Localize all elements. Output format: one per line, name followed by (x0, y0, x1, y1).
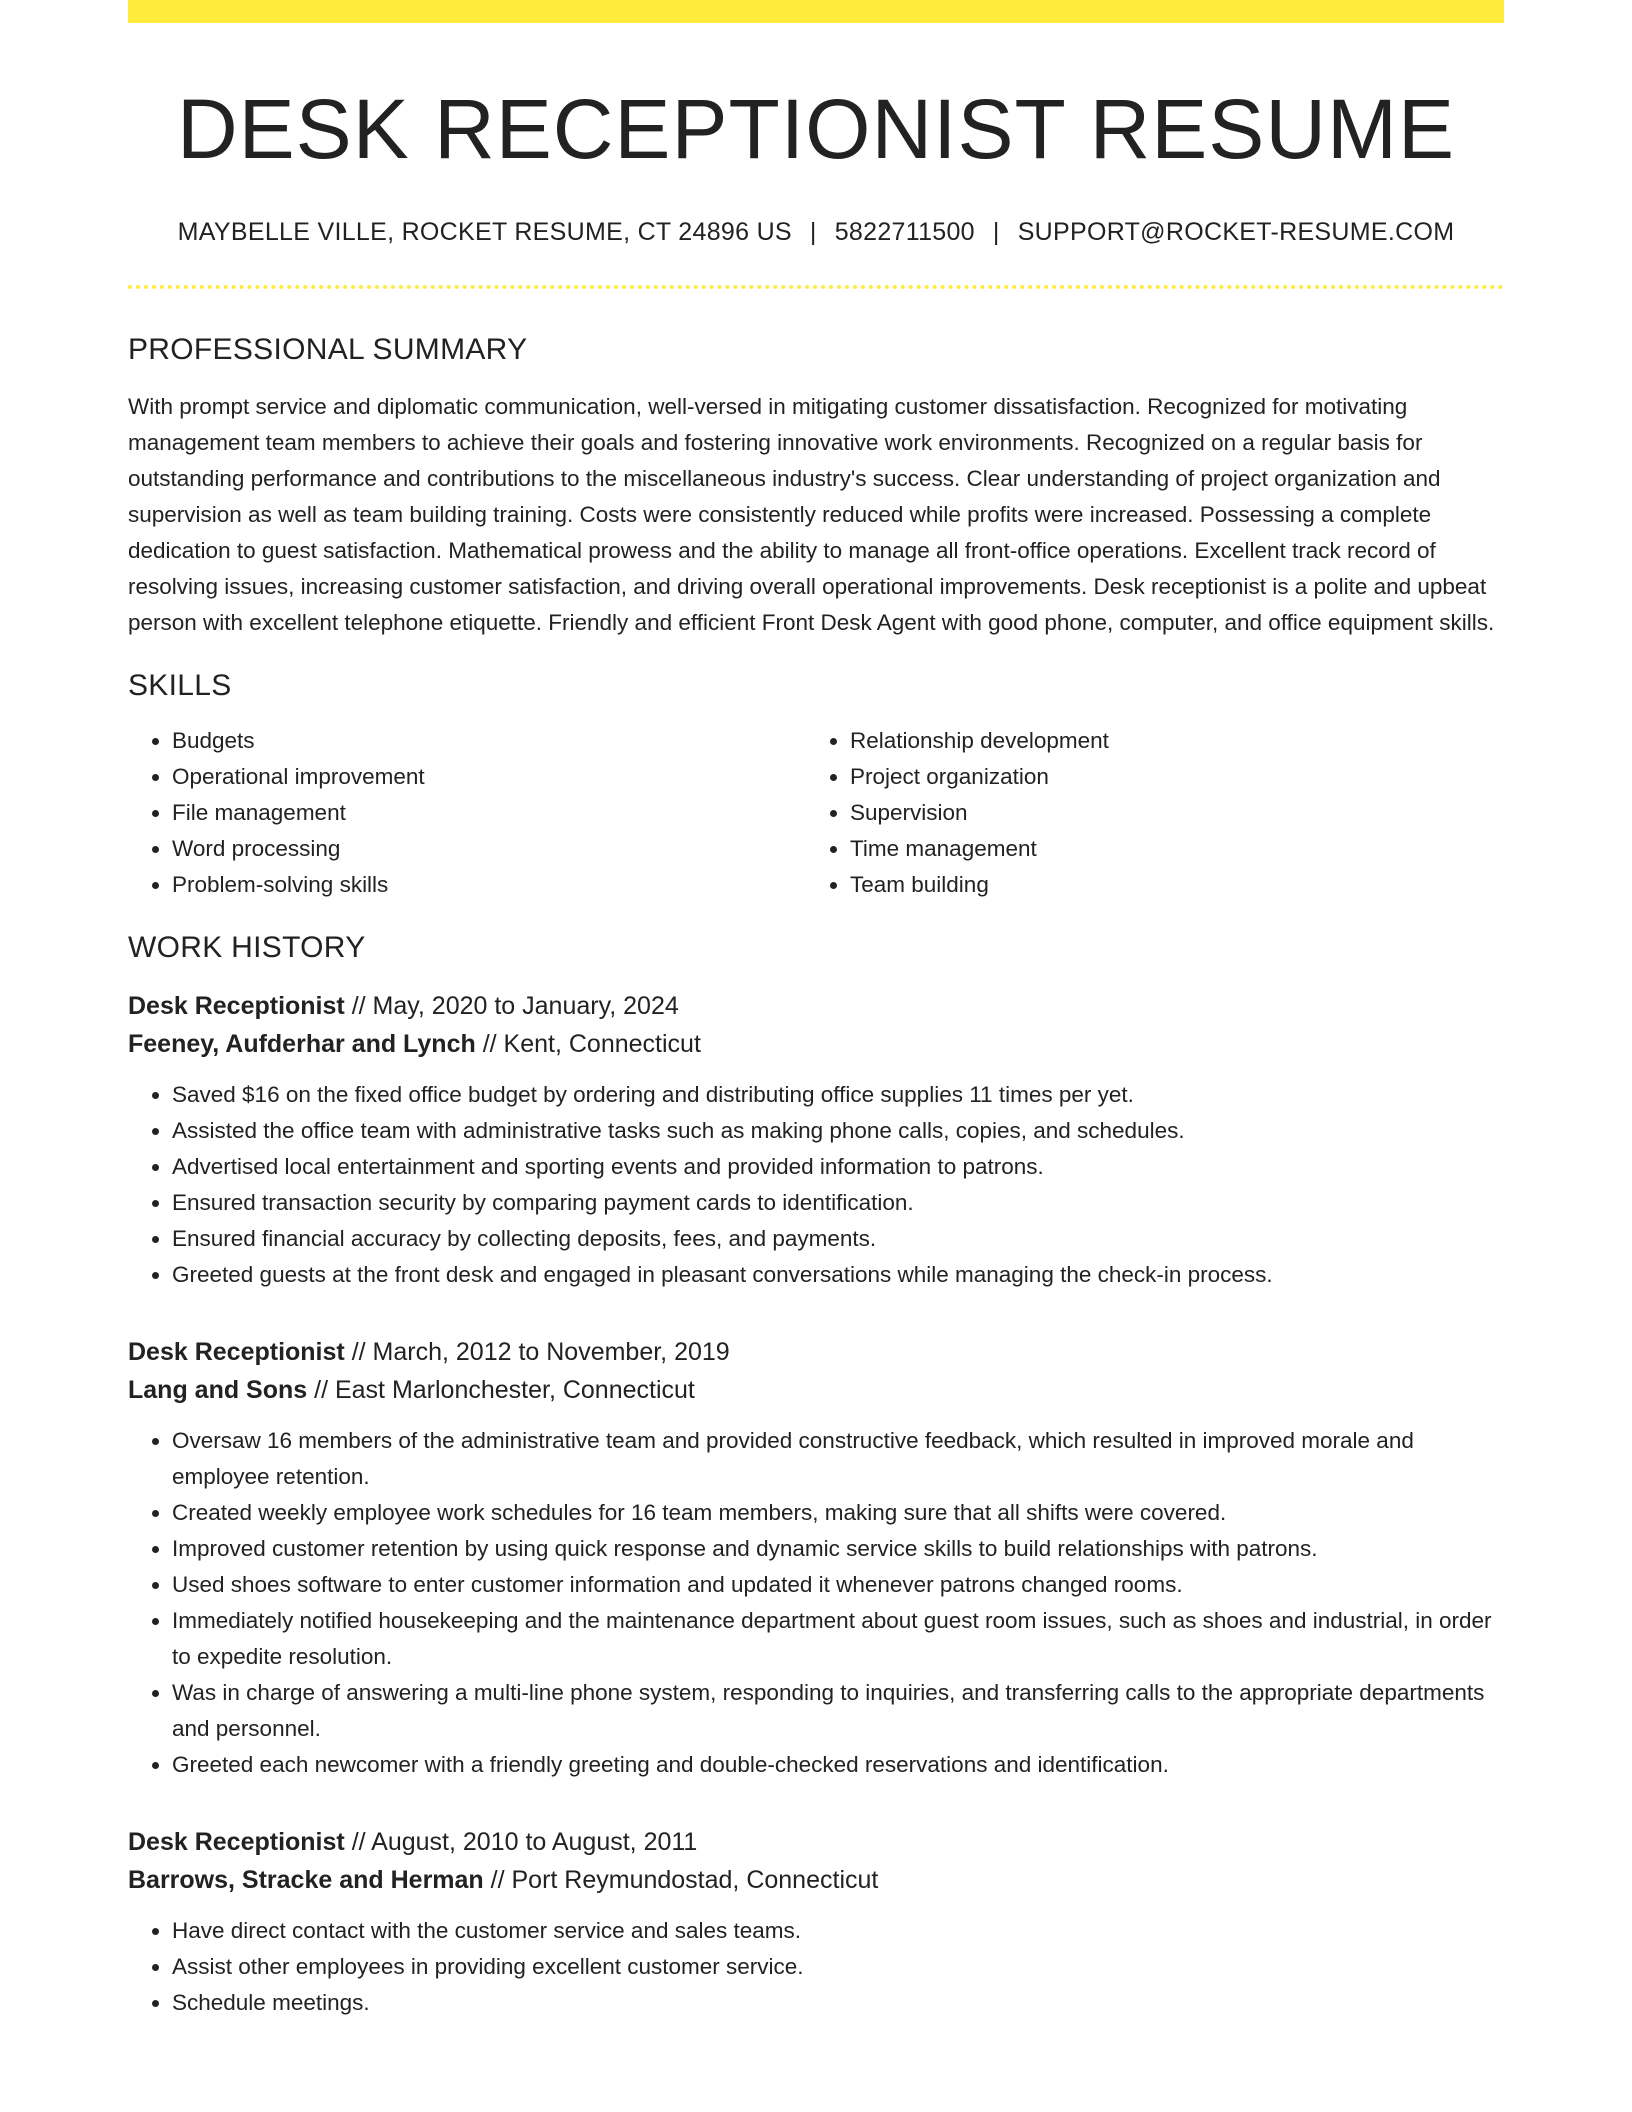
dotted-divider (128, 285, 1504, 289)
job-bullet: • Saved $16 on the fixed office budget by ordering and distributing office supplies 11 times per yet. (172, 1077, 1504, 1113)
job-company: Feeney, Aufderhar and Lynch (128, 1029, 476, 1058)
job-location: // Port Reymundostad, Connecticut (483, 1865, 879, 1894)
resume-title: DESK RECEPTIONIST RESUME (176, 82, 1455, 176)
job-company-line (128, 1371, 1504, 1409)
skill-item: • Word processing (172, 831, 806, 867)
summary-heading: PROFESSIONAL SUMMARY (128, 332, 528, 366)
accent-top-bar (128, 0, 1504, 23)
job-title-line (128, 1823, 1504, 1861)
job-title-line (128, 987, 1504, 1025)
contact-email: SUPPORT@ROCKET-RESUME.COM (1017, 217, 1455, 246)
job-bullet: • Greeted guests at the front desk and engaged in pleasant conversations while managing the check-in process. (172, 1257, 1504, 1293)
skill-item: • Budgets (172, 723, 806, 759)
job-entry (128, 1333, 1504, 1783)
skills-section (128, 669, 1504, 903)
job-company: Barrows, Stracke and Herman (128, 1865, 484, 1894)
skills-left-list (128, 723, 806, 903)
work-history-section (128, 931, 1504, 2021)
job-bullet: • Ensured financial accuracy by collecting deposits, fees, and payments. (172, 1221, 1504, 1257)
job-title-line (128, 1333, 1504, 1371)
job-bullet: • Advertised local entertainment and sporting events and provided information to patrons. (172, 1149, 1504, 1185)
skill-item: • Operational improvement (172, 759, 806, 795)
job-title: Desk Receptionist (128, 991, 345, 1020)
job-bullets (128, 1423, 1504, 1783)
skills-columns (128, 723, 1504, 903)
job-entry (128, 1823, 1504, 2021)
contact-address: MAYBELLE VILLE, ROCKET RESUME, CT 24896 US (177, 217, 792, 246)
contact-line (128, 218, 1504, 247)
job-dates: // August, 2010 to August, 2011 (344, 1827, 698, 1856)
contact-separator: | (992, 217, 1000, 246)
job-dates: // March, 2012 to November, 2019 (344, 1337, 730, 1366)
job-bullet: • Assisted the office team with administrative tasks such as making phone calls, copies, and schedules. (172, 1113, 1504, 1149)
job-dates: // May, 2020 to January, 2024 (344, 991, 679, 1020)
summary-text: With prompt service and diplomatic communication, well-versed in mitigating customer dissatisfaction. Recognized for motivating management team members to achieve their goals and fostering innovative work environments. Recognized on a regular basis for outstanding performance and contributions to the miscellaneous industry's success. Clear understanding of project organization and supervision as well as team building training. Costs were consistently reduced while profits were increased. Possessing a complete dedication to guest satisfaction. Mathematical prowess and the ability to manage all front-office operations. Excellent track record of resolving issues, increasing customer satisfaction, and driving overall operational improvements. Desk receptionist is a polite and upbeat person with excellent telephone etiquette. Friendly and efficient Front Desk Agent with good phone, computer, and office equipment skills. (128, 393, 1495, 635)
skill-item: • Time management (850, 831, 1484, 867)
job-bullet: • Have direct contact with the customer service and sales teams. (172, 1913, 1504, 1949)
job-location: // East Marlonchester, Connecticut (307, 1375, 695, 1404)
resume-page (128, 0, 1504, 2021)
job-bullet: • Immediately notified housekeeping and the maintenance department about guest room issues, such as shoes and industrial, in order to expedite resolution. (172, 1603, 1504, 1675)
contact-separator: | (809, 217, 817, 246)
job-bullets (128, 1913, 1504, 2021)
job-bullet: • Was in charge of answering a multi-line phone system, responding to inquiries, and transferring calls to the appropriate departments and personnel. (172, 1675, 1504, 1747)
job-bullet: • Improved customer retention by using quick response and dynamic service skills to build relationships with patrons. (172, 1531, 1504, 1567)
skill-item: • Supervision (850, 795, 1484, 831)
job-title: Desk Receptionist (128, 1827, 345, 1856)
job-company-line (128, 1025, 1504, 1063)
skills-right-list (806, 723, 1484, 903)
job-bullet: • Assist other employees in providing excellent customer service. (172, 1949, 1504, 1985)
work-history-heading: WORK HISTORY (128, 930, 366, 964)
skill-item: • File management (172, 795, 806, 831)
job-bullet: • Ensured transaction security by comparing payment cards to identification. (172, 1185, 1504, 1221)
skill-item: • Relationship development (850, 723, 1484, 759)
job-company-line (128, 1861, 1504, 1899)
job-bullet: • Greeted each newcomer with a friendly greeting and double-checked reservations and identification. (172, 1747, 1504, 1783)
skills-heading: SKILLS (128, 668, 232, 702)
job-bullet: • Schedule meetings. (172, 1985, 1504, 2021)
job-company: Lang and Sons (128, 1375, 308, 1404)
skill-item: • Problem-solving skills (172, 867, 806, 903)
job-bullets (128, 1077, 1504, 1293)
job-bullet: • Used shoes software to enter customer information and updated it whenever patrons changed rooms. (172, 1567, 1504, 1603)
job-bullet: • Oversaw 16 members of the administrative team and provided constructive feedback, which resulted in improved morale and employee retention. (172, 1423, 1504, 1495)
skill-item: • Project organization (850, 759, 1484, 795)
skill-item: • Team building (850, 867, 1484, 903)
job-bullet: • Created weekly employee work schedules for 16 team members, making sure that all shifts were covered. (172, 1495, 1504, 1531)
job-title: Desk Receptionist (128, 1337, 345, 1366)
contact-phone: 5822711500 (834, 217, 975, 246)
job-location: // Kent, Connecticut (475, 1029, 701, 1058)
job-entry (128, 987, 1504, 1293)
professional-summary-section (128, 333, 1504, 641)
